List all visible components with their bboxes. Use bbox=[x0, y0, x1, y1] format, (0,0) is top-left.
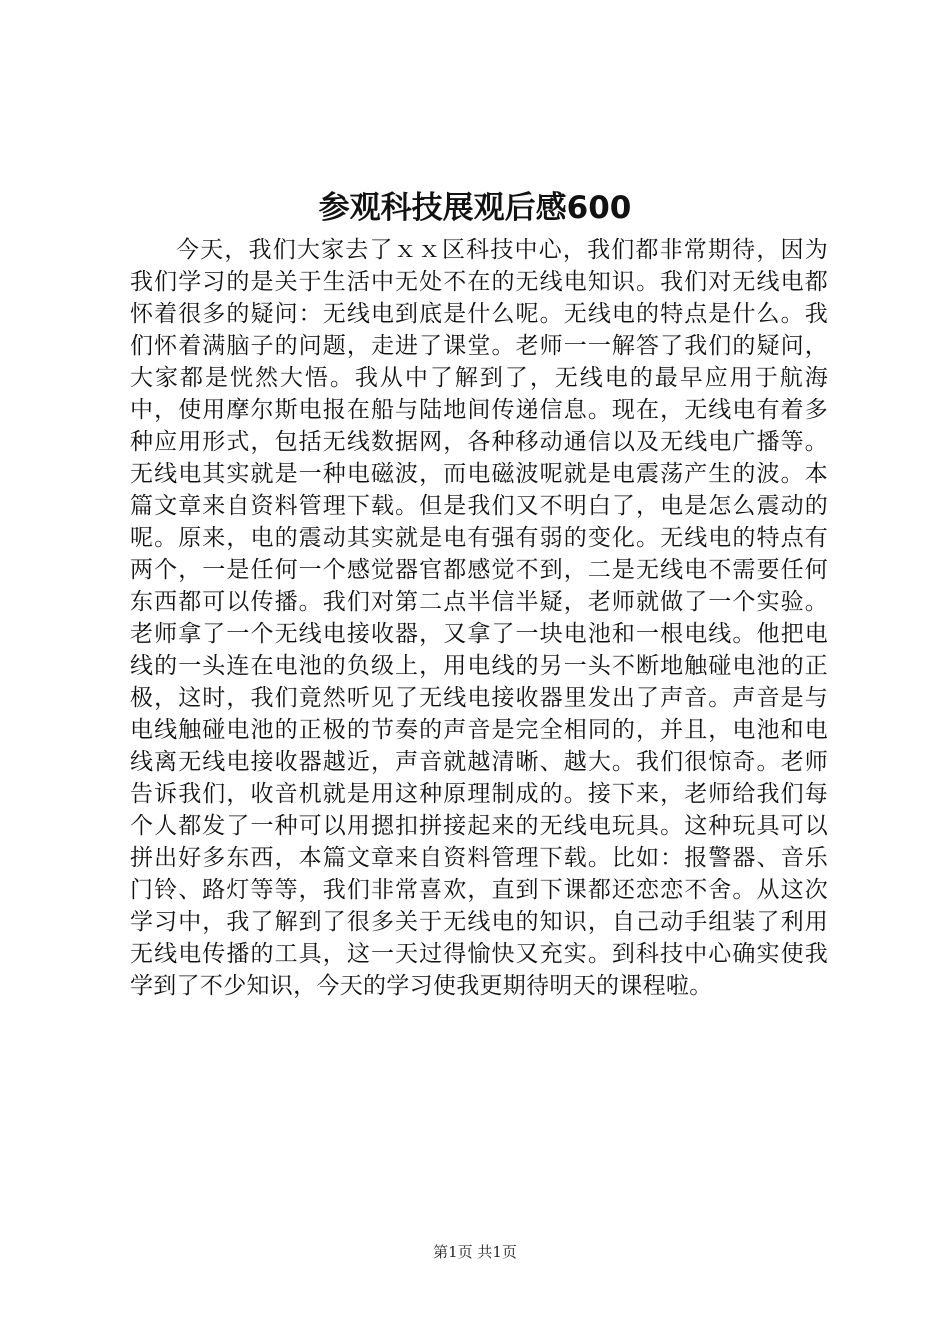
document-body-paragraph: 今天，我们大家去了ｘｘ区科技中心，我们都非常期待，因为我们学习的是关于生活中无处不在的无线电知识。我们对无线电都怀着很多的疑问：无线电到底是什么呢。无线电的特点是什么。我们怀着满脑子的问题，走进了课堂。老师一一解答了我们的疑问，大家都是恍然大悟。我从中了解到了，无线电的最早应用于航海中，使用摩尔斯电报在船与陆地间传递信息。现在，无线电有着多种应用形式，包括无线数据网，各种移动通信以及无线电广播等。无线电其实就是一种电磁波，而电磁波呢就是电震荡产生的波。本篇文章来自资料管理下载。但是我们又不明白了，电是怎么震动的呢。原来，电的震动其实就是电有强有弱的变化。无线电的特点有两个，一是任何一个感觉器官都感觉不到，二是无线电不需要任何东西都可以传播。我们对第二点半信半疑，老师就做了一个实验。老师拿了一个无线电接收器，又拿了一块电池和一根电线。他把电线的一头连在电池的负级上，用电线的另一头不断地触碰电池的正极，这时，我们竟然听见了无线电接收器里发出了声音。声音是与电线触碰电池的正极的节奏的声音是完全相同的，并且，电池和电线离无线电接收器越近，声音就越清晰、越大。我们很惊奇。老师告诉我们，收音机就是用这种原理制成的。接下来，老师给我们每个人都发了一种可以用摁扣拼接起来的无线电玩具。这种玩具可以拼出好多东西，本篇文章来自资料管理下载。比如：报警器、音乐门铃、路灯等等，我们非常喜欢，直到下课都还恋恋不舍。从这次学习中，我了解到了很多关于无线电的知识，自己动手组装了利用无线电传播的工具，这一天过得愉快又充实。到科技中心确实使我学到了不少知识，今天的学习使我更期待明天的课程啦。 bbox=[130, 237, 828, 999]
document-title: 参观科技展观后感600 bbox=[318, 190, 632, 226]
page-footer: 第1页 共1页 bbox=[433, 1243, 517, 1261]
